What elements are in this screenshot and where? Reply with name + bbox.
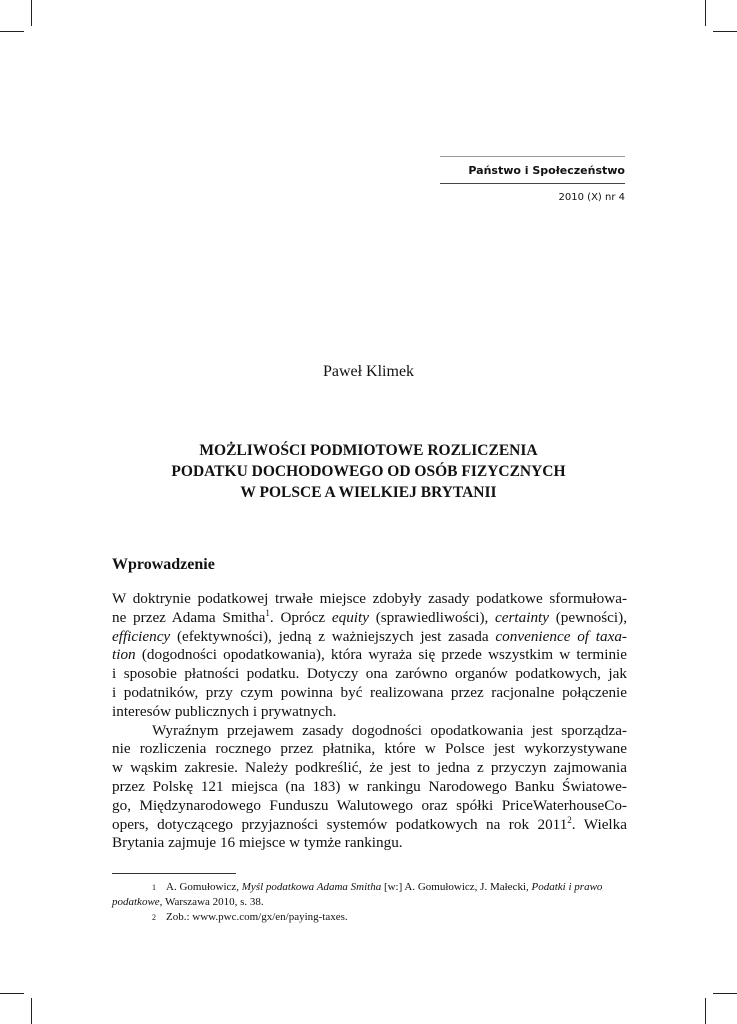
title-line: W POLSCE A WIELKIEJ BRYTANII <box>240 484 497 501</box>
text-line: opers, dotyczącego przyjazności systemów podatkowych na rok 2011$^2$. Wielka <box>112 814 627 833</box>
article-title <box>0 440 737 503</box>
text-line: nie rozliczenia rocznego przez płatnika, które w Polsce jest wykorzystywane <box>112 740 627 758</box>
text-line: go, Międzynarodowego Funduszu Walutowego oraz spółki PriceWaterhouseCo- <box>112 796 627 814</box>
text-line: Brytania zajmuje 16 miejsce w tymże rankingu. <box>112 834 403 852</box>
text-line: i podatników, przy czym powinna być realizowana przez racjonalne połączenie <box>112 683 627 701</box>
section-heading: Wprowadzenie <box>112 556 215 573</box>
text-line: interesów publicznych i prywatnych. <box>112 702 337 720</box>
footnote-link-text: Zob.: www.pwc.com/gx/en/paying-taxes. <box>166 911 348 923</box>
footnote-1: 1 A. Gomułowicz, Myśl podatkowa Adama Smitha [w:] A. Gomułowicz, J. Małecki, Podatki i prawo podatkowe, Warszawa 2010, s. 38. <box>112 881 603 908</box>
footnote-number: 2 <box>152 913 156 922</box>
body-text <box>112 590 627 853</box>
crop-mark <box>713 31 737 32</box>
journal-issue: 2010 (X) nr 4 <box>558 192 625 203</box>
crop-mark <box>713 993 737 994</box>
journal-header <box>440 156 625 203</box>
footnote-2 <box>112 910 627 925</box>
footnote-ref[interactable]: 2 <box>567 814 572 825</box>
title-line: MOŻLIWOŚCI PODMIOTOWE ROZLICZENIA <box>199 442 538 459</box>
text-line: efficiency (efektywności), jedną z ważniejszych jest zasada convenience of taxa- <box>112 627 627 645</box>
text-line: ne przez Adama Smitha$^1$. Oprócz equity (sprawiedliwości), certainty (pewności), <box>112 607 627 626</box>
footnote-ref[interactable]: 1 <box>265 607 270 618</box>
text-line: w wąskim zakresie. Należy podkreślić, że jest to jedna z przyczyn zajmowania <box>112 759 627 777</box>
footnote-number: 1 <box>152 883 156 892</box>
footnote-rule <box>112 873 236 874</box>
crop-mark <box>31 998 32 1024</box>
journal-name: Państwo i Społeczeństwo <box>440 157 625 184</box>
text-line: przez Polskę 121 miejsca (na 183) w rankingu Narodowego Banku Światowe- <box>112 777 627 795</box>
crop-mark <box>31 0 32 26</box>
author-name: Paweł Klimek <box>322 363 415 380</box>
text-line: W doktrynie podatkowej trwałe miejsce zdobyły zasady podatkowe sformułowa- <box>112 590 627 607</box>
title-line: PODATKU DOCHODOWEGO OD OSÓB FIZYCZNYCH <box>171 463 566 480</box>
text-line: Wyraźnym przejawem zasady dogodności opodatkowania jest sporządza- <box>152 721 627 739</box>
crop-mark <box>0 993 24 994</box>
crop-mark <box>705 998 706 1024</box>
text-line: tion (dogodności opodatkowania), która wyraża się przede wszystkim w terminie <box>112 646 627 664</box>
text-line: i sposobie płatności podatku. Dotyczy ona zarówno organów podatkowych, jak <box>112 665 627 683</box>
crop-mark <box>705 0 706 26</box>
crop-mark <box>0 31 24 32</box>
